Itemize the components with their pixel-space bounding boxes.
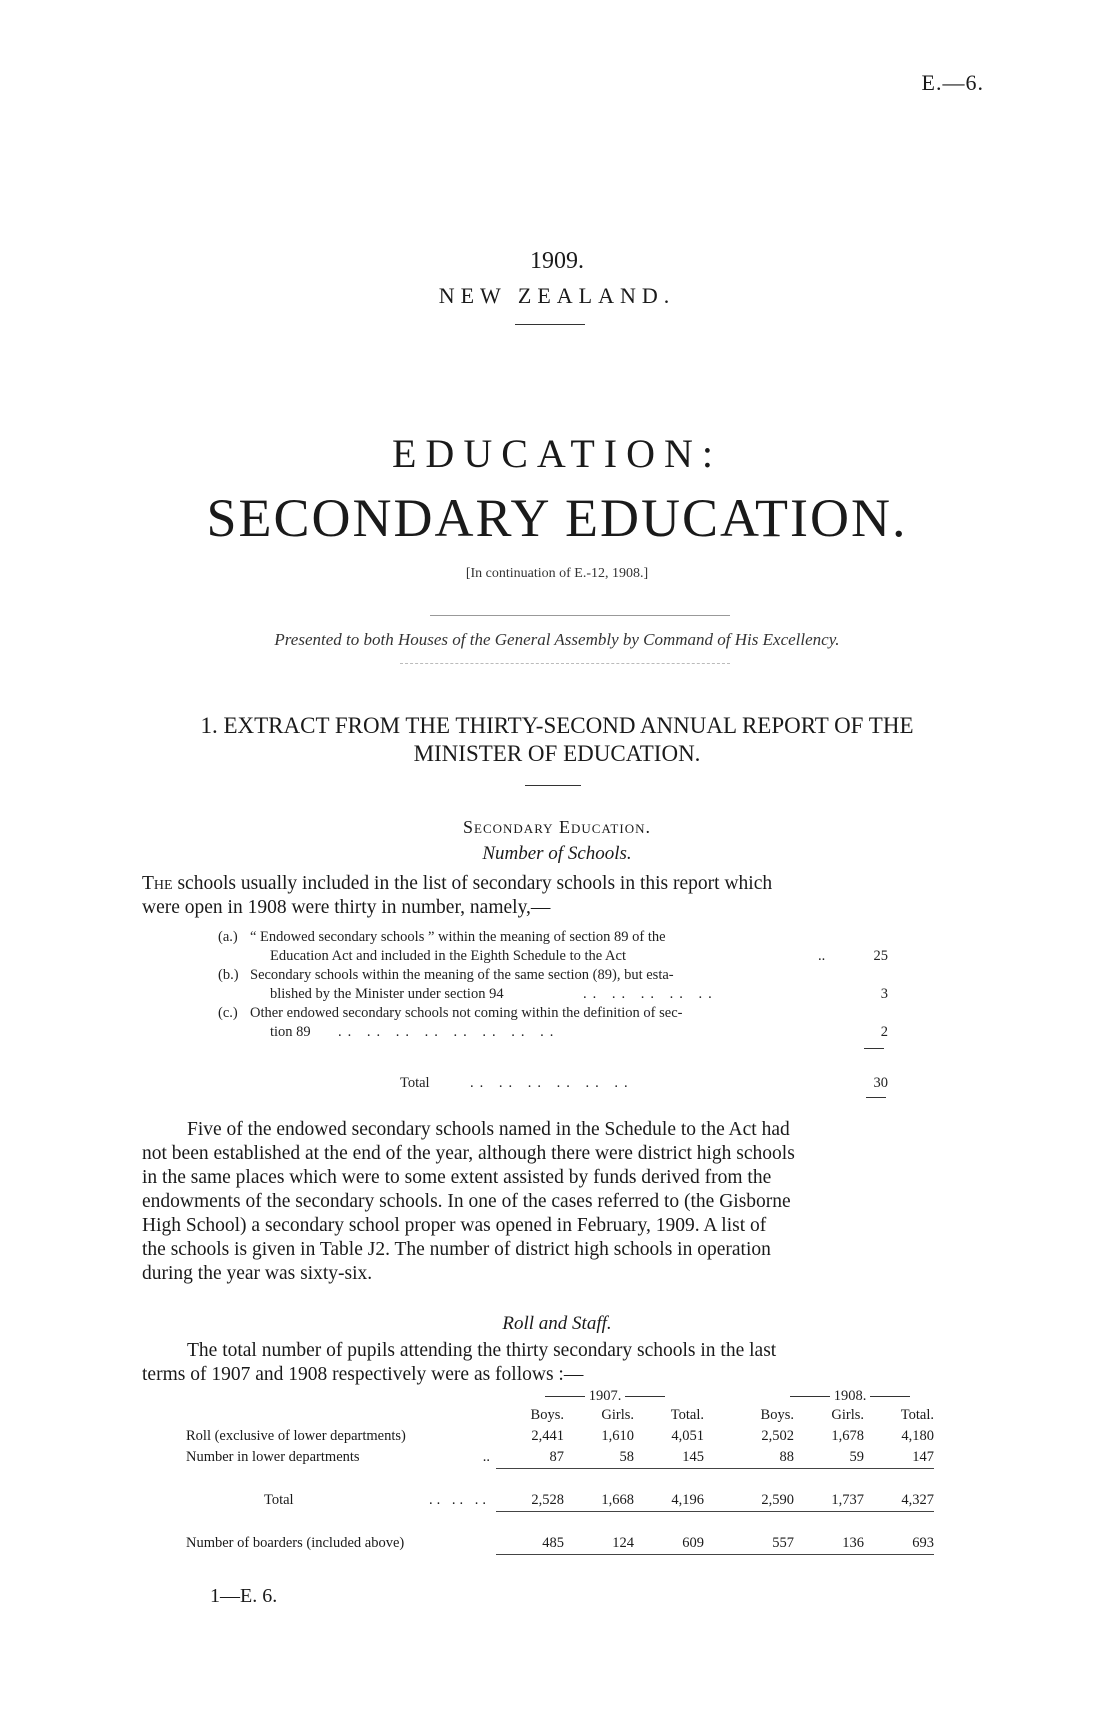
table-cell: 1,610 xyxy=(601,1428,634,1444)
divider xyxy=(515,324,585,325)
list-item-value: 25 xyxy=(873,948,888,964)
table-cell: 87 xyxy=(496,1447,564,1469)
table-cell: 2,441 xyxy=(531,1428,564,1444)
table-row xyxy=(186,1447,934,1469)
table-cell: 485 xyxy=(496,1533,564,1555)
total-dots: .. .. .. .. .. .. xyxy=(470,1075,634,1091)
row-dots: .. xyxy=(482,1449,490,1466)
paragraph-line: not been established at the end of the year, although there were district high schools xyxy=(142,1143,795,1164)
table-total-row xyxy=(186,1490,934,1512)
section-heading-line1: 1. EXTRACT FROM THE THIRTY-SECOND ANNUAL REPORT OF THE xyxy=(200,713,914,738)
year: 1909. xyxy=(530,248,584,274)
document-subtitle: SECONDARY EDUCATION. xyxy=(206,488,908,548)
table-cell: 4,051 xyxy=(671,1428,704,1444)
row-label: Number in lower departments xyxy=(186,1449,360,1466)
document-title: EDUCATION: xyxy=(392,431,722,476)
table-cell: 136 xyxy=(794,1533,864,1555)
intro-line2: were open in 1908 were thirty in number, namely,— xyxy=(142,897,551,918)
paragraph-line: in the same places which were to some extent assisted by funds derived from the xyxy=(142,1167,772,1188)
roll-intro xyxy=(142,1339,982,1387)
table-cell: 4,180 xyxy=(901,1428,934,1444)
table-cell: 693 xyxy=(864,1533,934,1555)
list-item-label: (c.) xyxy=(218,1005,238,1021)
table-cell: 2,502 xyxy=(761,1428,794,1444)
document-reference: E.—6. xyxy=(921,70,984,95)
row-label: Roll (exclusive of lower departments) xyxy=(186,1428,406,1444)
list-item-line: blished by the Minister under section 94 xyxy=(270,986,504,1002)
column-header: Girls. xyxy=(601,1407,634,1423)
table-cell: 4,327 xyxy=(864,1490,934,1512)
secondary-heading: Secondary Education. xyxy=(463,817,651,837)
continuation-note: [In continuation of E.-12, 1908.] xyxy=(465,566,649,581)
table-cell: 124 xyxy=(564,1533,634,1555)
table-cell: 1,678 xyxy=(831,1428,864,1444)
schools-list xyxy=(218,928,888,1078)
table-cell: 4,196 xyxy=(634,1490,704,1512)
paragraph-line: endowments of the secondary schools. In one of the cases referred to (the Gisborne xyxy=(142,1191,791,1212)
total-value: 30 xyxy=(873,1075,888,1091)
row-label: Number of boarders (included above) xyxy=(186,1535,405,1552)
table-cell: 2,528 xyxy=(496,1490,564,1512)
sum-rule xyxy=(864,1048,884,1049)
list-item-dots: .. .. .. .. .. xyxy=(583,986,718,1002)
year-1908-header xyxy=(760,1387,940,1406)
list-item-dots: .. .. .. .. .. .. .. .. xyxy=(338,1024,560,1040)
list-item-value: 2 xyxy=(880,1024,888,1040)
table-cell: 2,590 xyxy=(704,1490,794,1512)
endowed-schools-paragraph xyxy=(142,1118,982,1286)
column-header: Boys. xyxy=(760,1407,794,1423)
column-header: Total. xyxy=(670,1407,704,1423)
roll-table xyxy=(186,1405,934,1555)
divider xyxy=(525,785,581,786)
roll-intro-line2: terms of 1907 and 1908 respectively were as follows :— xyxy=(142,1364,584,1385)
table-cell: 557 xyxy=(704,1533,794,1555)
list-item-line: Other endowed secondary schools not coming within the definition of sec- xyxy=(250,1005,683,1021)
list-item-value: 3 xyxy=(880,986,888,1002)
section-heading xyxy=(0,712,1114,768)
roll-intro-line1: The total number of pupils attending the thirty secondary schools in the last xyxy=(187,1340,777,1361)
list-item-line: “ Endowed secondary schools ” within the meaning of section 89 of the xyxy=(250,929,666,945)
country-title: NEW ZEALAND. xyxy=(438,283,676,308)
row-dots: .. .. .. xyxy=(429,1492,490,1509)
paragraph-line: the schools is given in Table J2. The number of district high schools in operation xyxy=(142,1239,771,1260)
intro-line1: schools usually included in the list of secondary schools in this report which xyxy=(177,873,773,894)
presented-line: Presented to both Houses of the General Assembly by Command of His Excellency. xyxy=(274,630,840,649)
column-header: Boys. xyxy=(530,1407,564,1423)
number-of-schools-heading: Number of Schools. xyxy=(482,843,632,864)
list-item-label: (b.) xyxy=(218,967,239,983)
table-cell: 1,668 xyxy=(564,1490,634,1512)
row-label-cell xyxy=(186,1447,496,1469)
table-cell: 147 xyxy=(864,1447,934,1469)
column-header: Total. xyxy=(900,1407,934,1423)
sum-rule xyxy=(866,1097,886,1098)
table-cell: 59 xyxy=(794,1447,864,1469)
page-reference: 1—E. 6. xyxy=(210,1585,278,1607)
intro-lead: The xyxy=(142,873,173,894)
paragraph-line: High School) a secondary school proper was opened in February, 1909. A list of xyxy=(142,1215,767,1236)
year-1907-header xyxy=(520,1387,690,1406)
table-cell: 1,737 xyxy=(794,1490,864,1512)
year-1908: 1908. xyxy=(833,1388,867,1404)
divider xyxy=(430,615,730,616)
table-row xyxy=(186,1533,934,1555)
list-item-line: Education Act and included in the Eighth Schedule to the Act xyxy=(270,948,626,964)
year-1907: 1907. xyxy=(588,1388,622,1404)
list-item-line: Secondary schools within the meaning of the same section (89), but esta- xyxy=(250,967,674,983)
table-cell: 58 xyxy=(564,1447,634,1469)
column-header: Girls. xyxy=(831,1407,864,1423)
table-cell: 145 xyxy=(634,1447,704,1469)
intro-paragraph xyxy=(142,872,982,920)
divider xyxy=(400,663,730,664)
paragraph-line: Five of the endowed secondary schools named in the Schedule to the Act had xyxy=(187,1119,790,1140)
row-label: Total xyxy=(264,1492,294,1509)
roll-and-staff-heading: Roll and Staff. xyxy=(502,1313,612,1334)
table-cell: 609 xyxy=(634,1533,704,1555)
list-item-label: (a.) xyxy=(218,929,238,945)
row-label-cell xyxy=(186,1490,496,1512)
section-heading-line2: MINISTER OF EDUCATION. xyxy=(413,741,701,766)
table-header-row xyxy=(186,1405,934,1426)
paragraph-line: during the year was sixty-six. xyxy=(142,1263,373,1284)
table-row xyxy=(186,1426,934,1447)
list-item-line: tion 89 xyxy=(270,1024,311,1040)
total-label: Total xyxy=(400,1075,430,1091)
list-item-dots: .. xyxy=(818,948,826,964)
table-cell: 88 xyxy=(704,1447,794,1469)
